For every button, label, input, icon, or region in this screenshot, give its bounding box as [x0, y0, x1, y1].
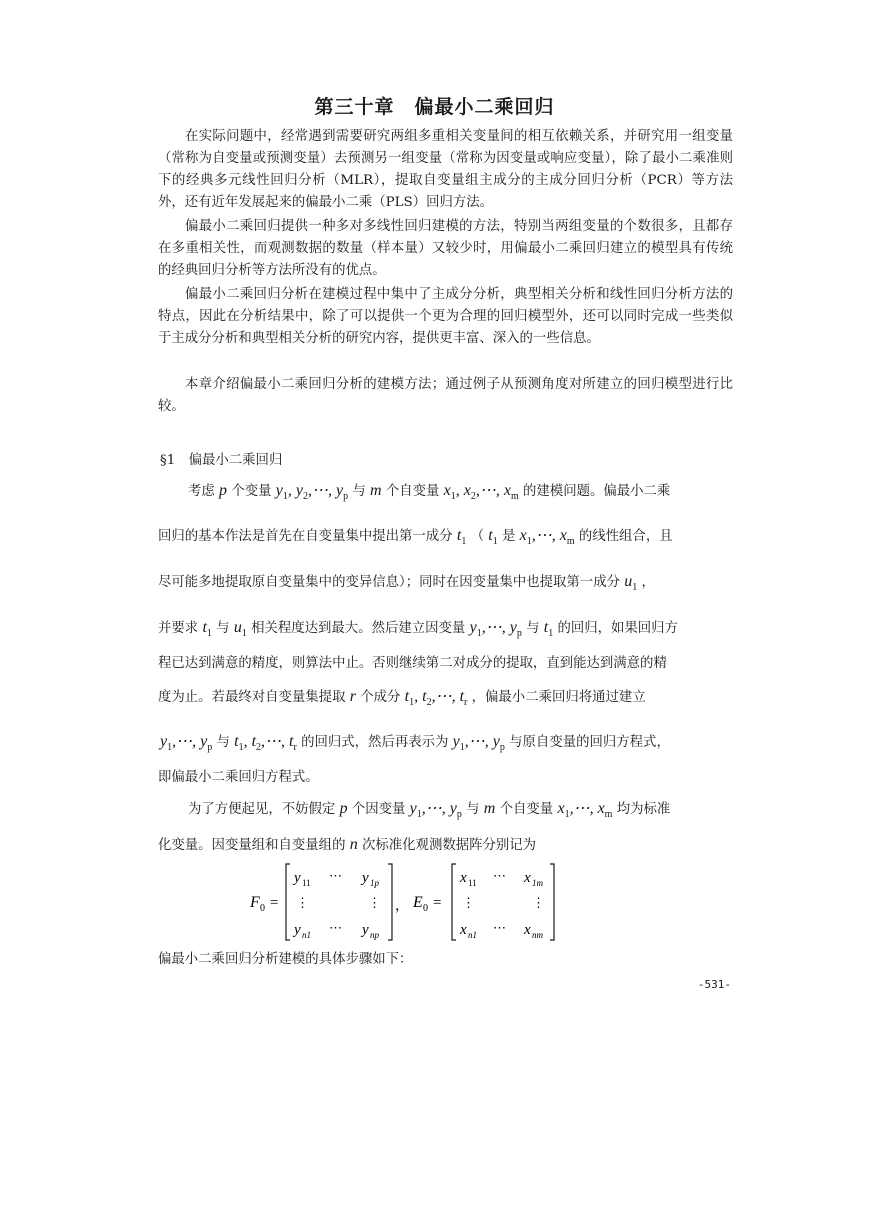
text-segment: 尽可能多地提取原自变量集中的变异信息）；同时在因变量集中也提取第一成分: [158, 575, 620, 590]
chapter-title: 第三十章 偏最小二乘回归: [314, 96, 555, 118]
matrix-cell: ⋮: [296, 895, 309, 910]
matrix-cell: ⋮: [368, 895, 381, 910]
matrix-f-right-bracket: [388, 864, 392, 940]
text-segment: 个自变量: [385, 484, 440, 499]
matrix-cell: 11: [468, 878, 477, 888]
matrix-cell: ⋯: [493, 868, 506, 883]
text-segment: 个因变量: [351, 802, 406, 817]
matrix-cell: y: [294, 922, 301, 938]
text-segment: 次标准化观测数据阵分别记为: [362, 838, 537, 853]
text-segment: 与: [526, 621, 540, 636]
matrix-cell: ⋯: [493, 920, 506, 935]
matrix-cell: n1: [302, 930, 311, 940]
body-line-3: 尽可能多地提取原自变量集中的变异信息）；同时在因变量集中也提取第一成分 $u_1$ ，: [158, 573, 655, 594]
intro-paragraph-3: 偏最小二乘回归分析在建模过程中集中了主成分分析，典型相关分析和线性回归分析方法的特点，因此在分析结果中，除了可以提供一个更为合理的回归模型外，还可以同时完成一些类似于主成分分析和典型相关分析的研究内容，提供更丰富、深入的一些信息。: [158, 287, 733, 346]
text-segment: 个自变量: [499, 802, 554, 817]
body-line-4: 并要求 $t_1$ 与 $u_1$ 相关程度达到最大。然后建立因变量 $y_1,\cdots$, $y_p$ 与 $t_1$ 的回归，如果回归方: [158, 619, 678, 640]
body-line-11: 偏最小二乘回归分析建模的具体步骤如下：: [158, 952, 413, 967]
matrix-e-left-bracket: [452, 864, 456, 940]
text-segment: 考虑: [188, 484, 215, 499]
text-segment: ，: [641, 575, 655, 590]
matrix-figure: [250, 860, 570, 944]
matrix-cell: y: [362, 870, 369, 886]
matrix-cell: x: [460, 870, 467, 886]
matrix-e-subscript: 0: [423, 903, 428, 914]
matrix-cell: 1m: [532, 878, 543, 888]
matrix-f-subscript: 0: [260, 903, 265, 914]
matrix-e-right-bracket: [550, 864, 554, 940]
text-segment: 与: [466, 802, 480, 817]
matrix-e-label: E: [413, 894, 423, 911]
matrix-f-equals: =: [270, 895, 279, 911]
text-segment: 是: [501, 529, 516, 544]
text-segment: 回归的基本作法是首先在自变量集中提出第一成分: [158, 529, 453, 544]
text-segment: 的线性组合，且: [578, 529, 673, 544]
intro-paragraph-4: 本章介绍偏最小二乘回归分析的建模方法；通过例子从预测角度对所建立的回归模型进行比较。: [158, 377, 733, 414]
body-line-2: 回归的基本作法是首先在自变量集中提出第一成分 $t_1$ （ $t_1$ 是 $x_1,\cdots$, $x_m$ 的线性组合，且: [158, 527, 673, 548]
text-segment: 的回归式，然后再表示为: [301, 735, 449, 750]
text-segment: 个成分: [360, 690, 401, 705]
text-segment: （: [470, 529, 484, 544]
matrix-cell: x: [524, 870, 531, 886]
text-segment: 与: [216, 621, 230, 636]
body-line-7: $y_1,\cdots$, $y_p$ 与 $t_1$, $t_2,\cdots$, $t_r$ 的回归式，然后再表示为 $y_1,\cdots$, $y_p$ 与原自变量的回归方程式，: [160, 733, 670, 754]
text-segment: 均为标准: [616, 802, 671, 817]
text-segment: 与: [216, 735, 230, 750]
body-line-8: 即偏最小二乘回归方程式。: [158, 770, 319, 785]
text-segment: ，偏最小二乘回归将通过建立: [471, 690, 646, 705]
matrix-e-equals: =: [433, 895, 442, 911]
body-line-6: 度为止。若最终对自变量集提取 r 个成分 $t_1$, $t_2,\cdots$, $t_r$ ，偏最小二乘回归将通过建立: [158, 688, 646, 709]
matrix-comma: ，: [395, 899, 409, 914]
matrix-cell: y: [294, 870, 301, 886]
matrix-cell: 1p: [370, 878, 379, 888]
matrix-cell: ⋯: [329, 920, 342, 935]
matrix-cell: n1: [468, 930, 477, 940]
body-line-10: 化变量。因变量组和自变量组的 n 次标准化观测数据阵分别记为: [158, 836, 537, 853]
body-line-1: 考虑 p 个变量 $y_1$, $y_2,\cdots$, $y_p$ 与 m 个自变量 $x_1$, $x_2,\cdots$, $x_m$ 的建模问题。偏最小二乘: [188, 482, 671, 503]
text-segment: 的建模问题。偏最小二乘: [523, 484, 671, 499]
text-segment: 与原自变量的回归方程式，: [509, 735, 670, 750]
text-segment: 相关程度达到最大。然后建立因变量: [251, 621, 466, 636]
matrix-f-label: F: [250, 894, 260, 911]
matrix-f-left-bracket: [286, 864, 290, 940]
text-segment: 并要求: [158, 621, 199, 636]
text-segment: 的回归，如果回归方: [557, 621, 678, 636]
matrix-cell: ⋮: [462, 895, 475, 910]
matrix-cell: 11: [302, 878, 311, 888]
matrix-cell: y: [362, 922, 369, 938]
body-line-5: 程已达到满意的精度，则算法中止。否则继续第二对成分的提取，直到能达到满意的精: [158, 656, 667, 671]
matrix-cell: ⋮: [532, 895, 545, 910]
body-line-9: 为了方便起见，不妨假定 p 个因变量 $y_1,\cdots$, $y_p$ 与 m 个自变量 $x_1,\cdots$, $x_m$ 均为标准: [188, 800, 671, 821]
matrix-cell: ⋯: [329, 868, 342, 883]
text-segment: 个变量: [231, 484, 272, 499]
text-segment: 度为止。若最终对自变量集提取: [158, 690, 346, 705]
section-heading: §1 偏最小二乘回归: [160, 453, 283, 468]
page-number: -531-: [697, 978, 731, 991]
text-segment: 化变量。因变量组和自变量组的: [158, 838, 346, 853]
intro-paragraph-2: 偏最小二乘回归提供一种多对多线性回归建模的方法，特别当两组变量的个数很多，且都存在多重相关性，而观测数据的数量（样本量）又较少时，用偏最小二乘回归建立的模型具有传统的经典回归分析等方法所没有的优点。: [158, 219, 733, 278]
matrix-equation: [250, 860, 570, 944]
matrix-cell: nm: [532, 930, 543, 940]
text-segment: 为了方便起见，不妨假定: [188, 802, 336, 817]
matrix-cell: x: [460, 922, 467, 938]
intro-paragraph-1: 在实际问题中，经常遇到需要研究两组多重相关变量间的相互依赖关系，并研究用一组变量（常称为自变量或预测变量）去预测另一组变量（常称为因变量或响应变量），除了最小二乘准则下的经典多元线性回归分析（MLR），提取自变量组主成分的主成分回归分析（PCR）等方法外，还有近年发展起来的偏最小二乘（PLS）回归方法。: [158, 129, 733, 210]
matrix-cell: np: [370, 930, 379, 940]
matrix-cell: x: [524, 922, 531, 938]
text-segment: 与: [352, 484, 366, 499]
